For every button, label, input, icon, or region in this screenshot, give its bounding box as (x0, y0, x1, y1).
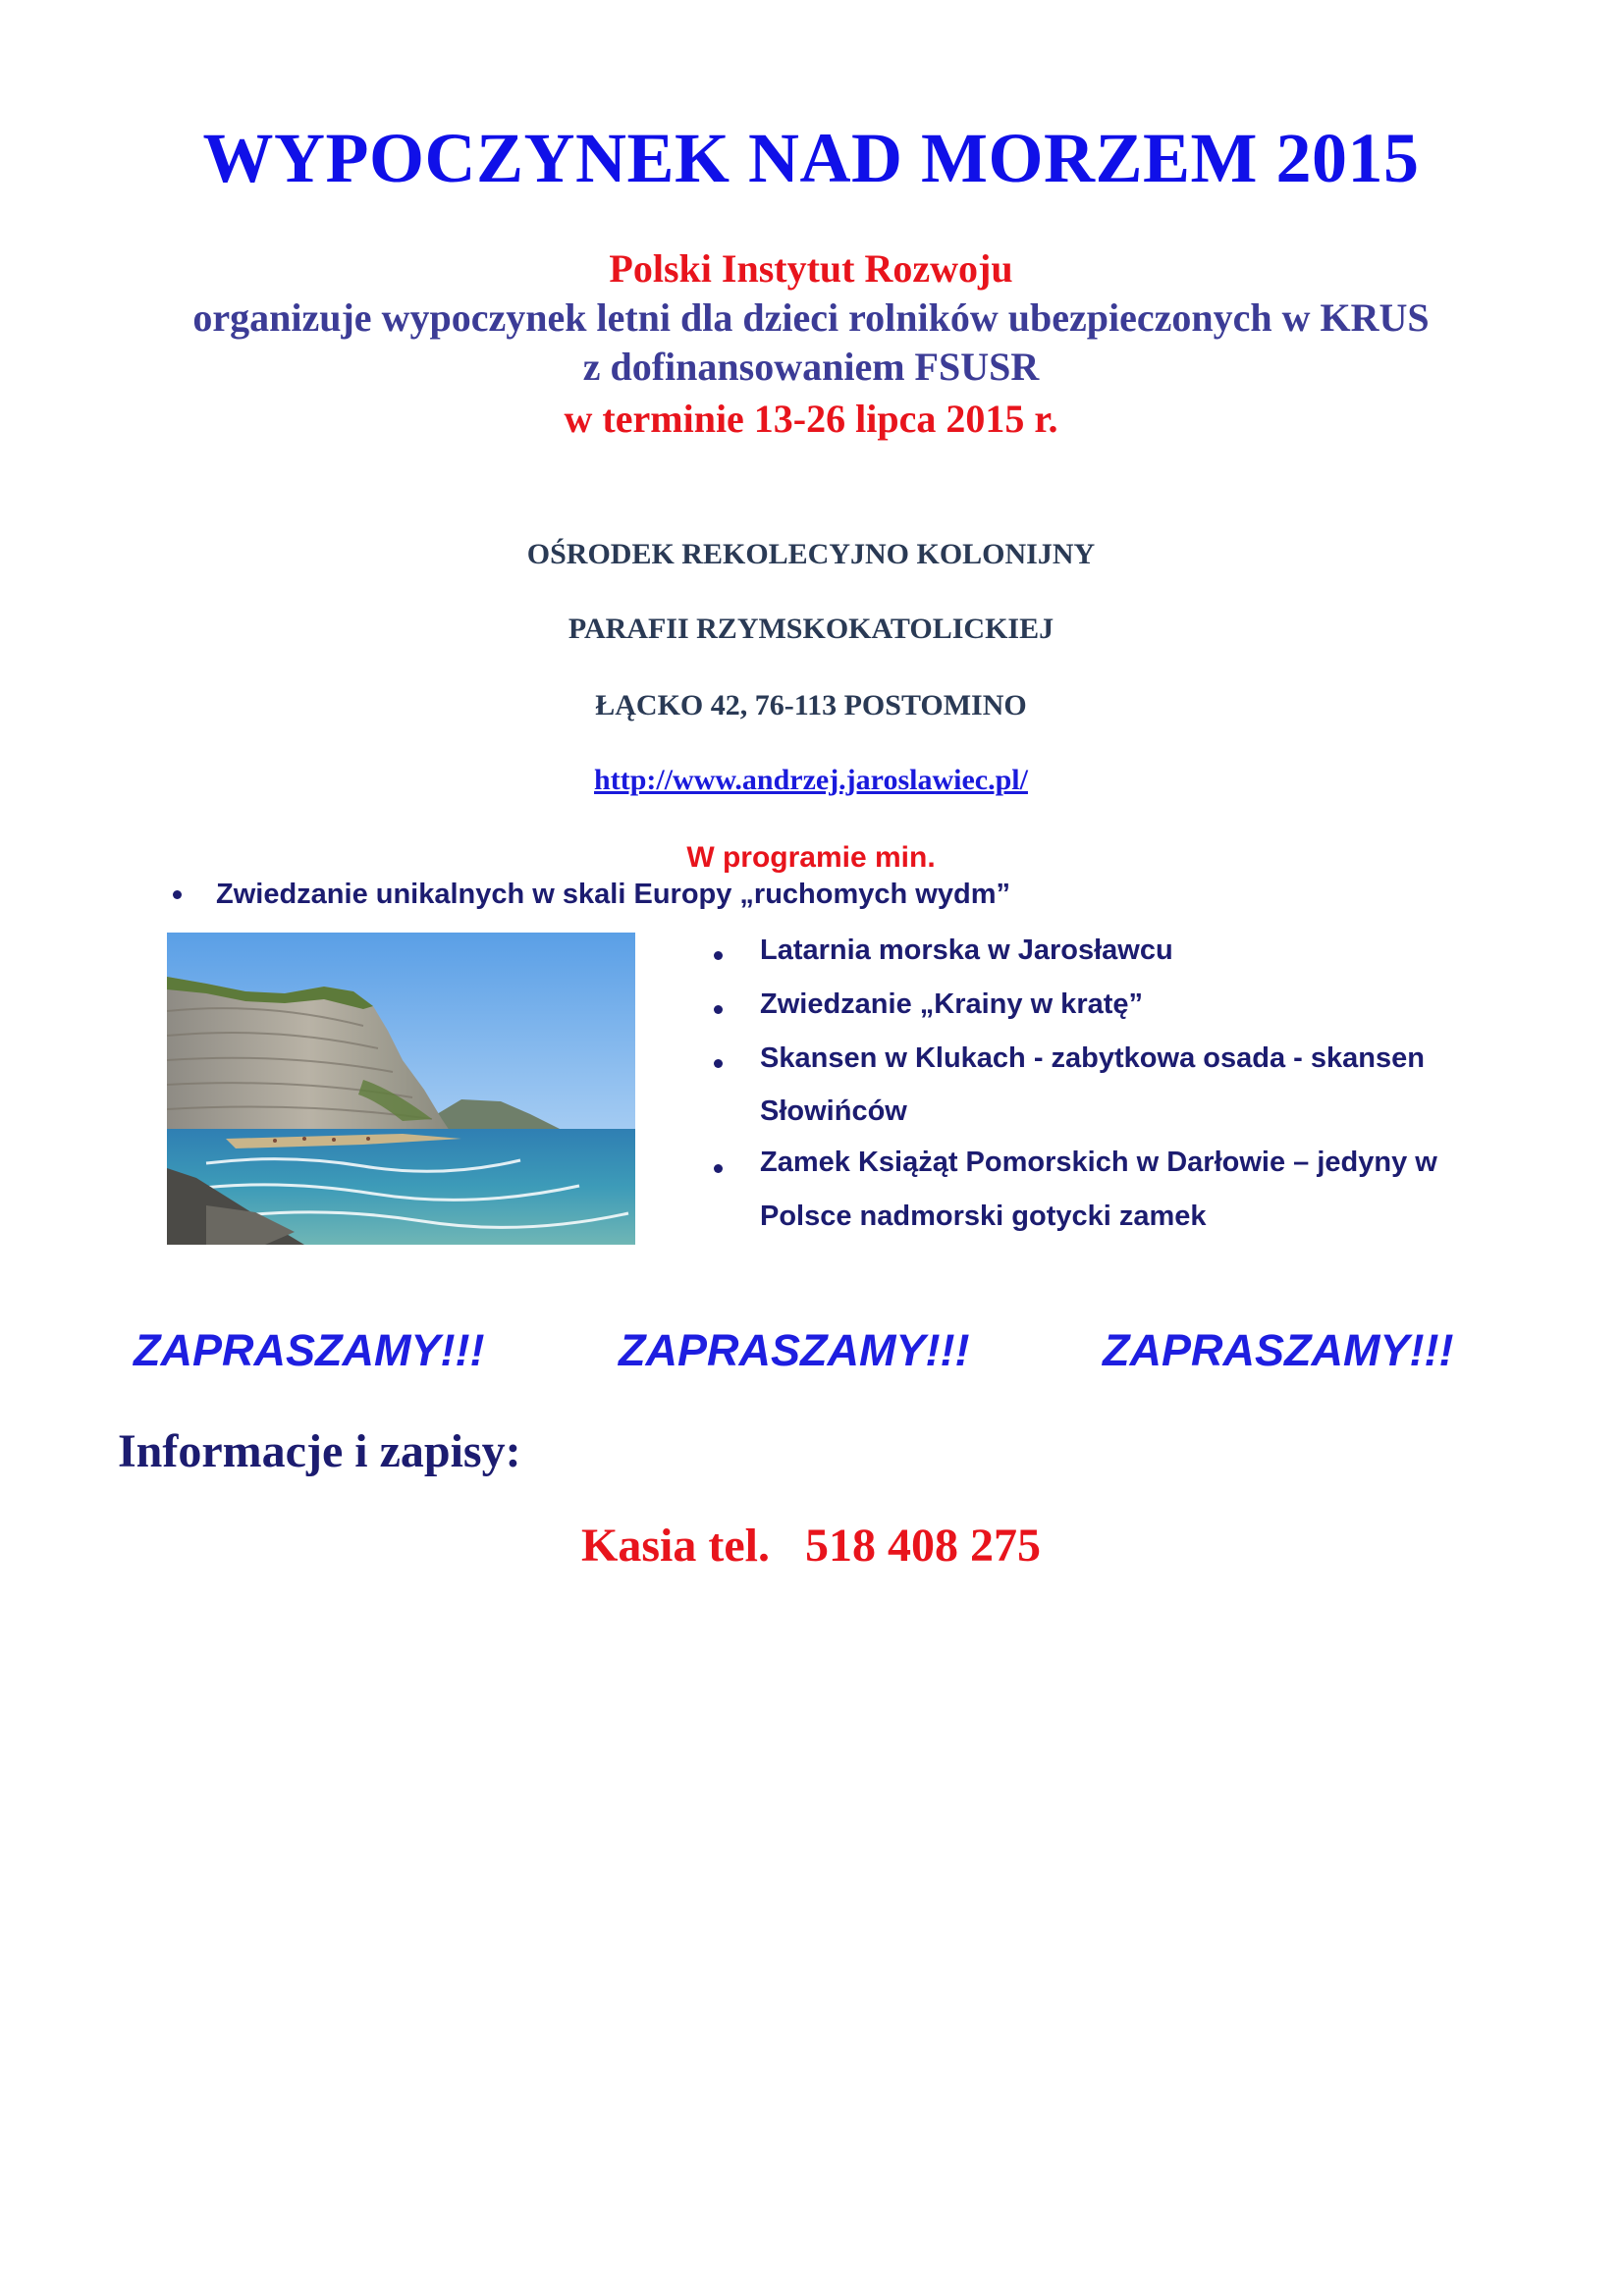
invite-banner-2: ZAPRASZAMY!!! (619, 1325, 970, 1375)
organizer-name: Polski Instytut Rozwoju (609, 246, 1013, 291)
list-item: Zwiedzanie „Krainy w kratę” (760, 988, 1144, 1020)
program-heading: W programie min. (686, 841, 936, 874)
bullet-icon (714, 1164, 723, 1173)
list-item: Latarnia morska w Jarosławcu (760, 934, 1173, 966)
bullet-icon (714, 1059, 723, 1068)
contact-phone: Kasia tel. 518 408 275 (581, 1520, 1041, 1572)
organizer-line-2: z dofinansowaniem FSUSR (582, 345, 1040, 389)
list-item: Zwiedzanie unikalnych w skali Europy „ruchomych wydm” (216, 879, 1010, 910)
venue-address: ŁĄCKO 42, 76-113 POSTOMINO (595, 689, 1027, 721)
list-item-continuation: Polsce nadmorski gotycki zamek (760, 1201, 1207, 1232)
list-item-continuation: Słowińców (760, 1095, 907, 1127)
list-item: Skansen w Klukach - zabytkowa osada - skansen (760, 1042, 1425, 1074)
invite-banner-3: ZAPRASZAMY!!! (1103, 1325, 1454, 1375)
page-title: WYPOCZYNEK NAD MORZEM 2015 (202, 119, 1420, 197)
bullet-icon (714, 1005, 723, 1014)
bullet-icon (173, 890, 182, 899)
venue-website-link[interactable]: http://www.andrzej.jaroslawiec.pl/ (594, 764, 1028, 796)
organizer-dates: w terminie 13-26 lipca 2015 r. (564, 397, 1058, 441)
venue-line-2: PARAFII RZYMSKOKATOLICKIEJ (568, 613, 1054, 645)
coastal-cliff-photo (167, 933, 635, 1245)
venue-line-1: OŚRODEK REKOLECYJNO KOLONIJNY (526, 538, 1096, 570)
organizer-line-1: organizuje wypoczynek letni dla dzieci rolników ubezpieczonych w KRUS (192, 295, 1430, 340)
list-item: Zamek Książąt Pomorskich w Darłowie – jedyny w (760, 1147, 1437, 1178)
info-label: Informacje i zapisy: (118, 1425, 521, 1477)
bullet-icon (714, 951, 723, 960)
invite-banner-1: ZAPRASZAMY!!! (134, 1325, 485, 1375)
